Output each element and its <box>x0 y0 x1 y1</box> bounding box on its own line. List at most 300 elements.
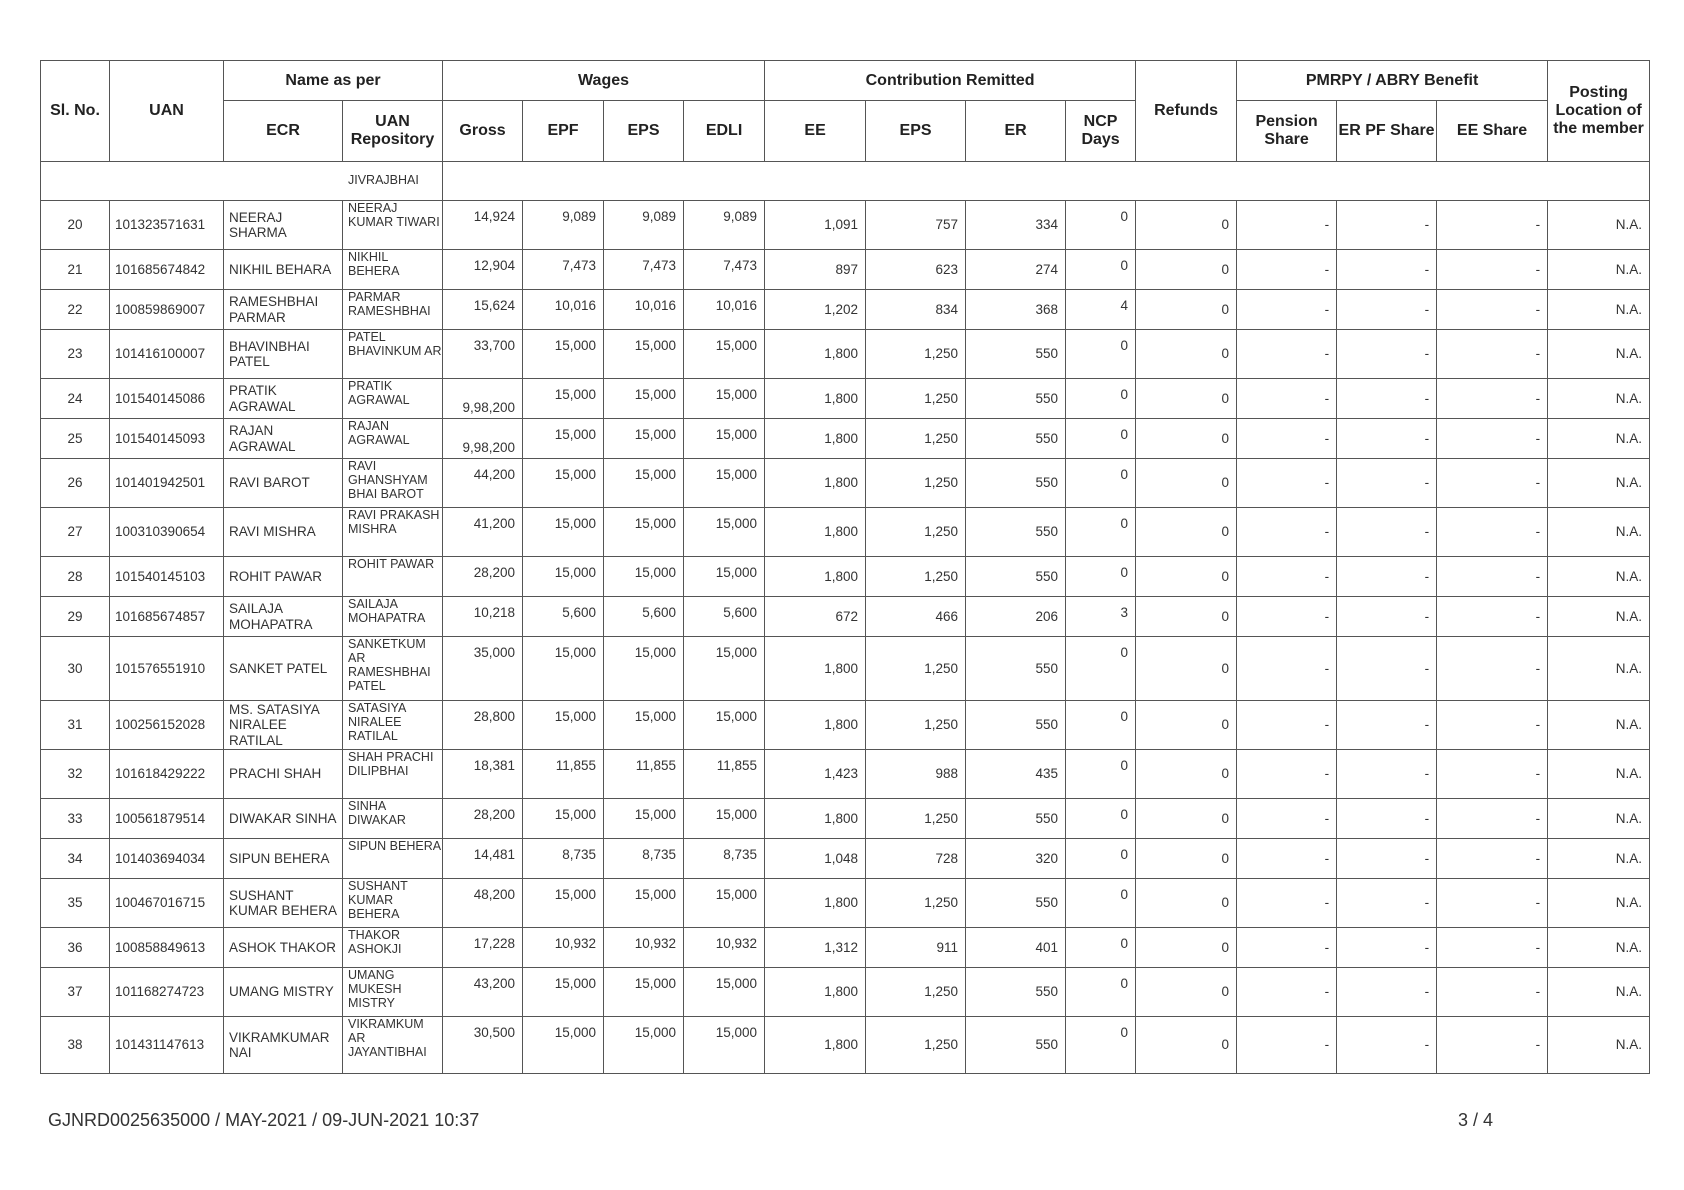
ee-cell: 1,312 <box>765 928 866 968</box>
er-cell: 550 <box>966 557 1066 597</box>
pension-share-cell: - <box>1237 290 1337 330</box>
ee-cell: 1,800 <box>765 419 866 459</box>
ncp-days-cell: 0 <box>1066 459 1136 508</box>
ncp-days-cell: 3 <box>1066 597 1136 637</box>
table-row <box>41 928 1650 968</box>
er-pf-share-cell: - <box>1337 928 1437 968</box>
carryover-row <box>41 162 1650 201</box>
ee-cell: 1,202 <box>765 290 866 330</box>
er-cell: 368 <box>966 290 1066 330</box>
posting-location-cell: N.A. <box>1548 250 1650 290</box>
header-epf: EPF <box>523 101 604 162</box>
ee-share-cell: - <box>1437 557 1548 597</box>
sl-no-cell: 34 <box>41 839 110 879</box>
sl-no-cell: 27 <box>41 508 110 557</box>
refunds-cell: 0 <box>1136 750 1237 799</box>
pension-share-cell: - <box>1237 750 1337 799</box>
eps-wages-cell: 15,000 <box>604 459 684 508</box>
er-pf-share-cell: - <box>1337 750 1437 799</box>
edli-wages-cell: 15,000 <box>684 557 765 597</box>
header-wages: Wages <box>443 61 765 101</box>
eps-contribution-cell: 466 <box>866 597 966 637</box>
ecr-name-cell: ASHOK THAKOR <box>224 928 343 968</box>
er-cell: 550 <box>966 637 1066 701</box>
table-row <box>41 839 1650 879</box>
edli-wages-cell: 15,000 <box>684 637 765 701</box>
epf-wages-cell: 15,000 <box>523 799 604 839</box>
ncp-days-cell: 0 <box>1066 637 1136 701</box>
sl-no-cell: 26 <box>41 459 110 508</box>
pension-share-cell: - <box>1237 968 1337 1017</box>
uan-cell: 100310390654 <box>110 508 224 557</box>
sl-no-cell: 38 <box>41 1017 110 1074</box>
sl-no-cell: 22 <box>41 290 110 330</box>
ee-cell: 1,800 <box>765 557 866 597</box>
ecr-name-cell: UMANG MISTRY <box>224 968 343 1017</box>
ncp-days-cell: 0 <box>1066 928 1136 968</box>
header-ee-share: EE Share <box>1437 101 1548 162</box>
er-cell: 435 <box>966 750 1066 799</box>
sl-no-cell: 28 <box>41 557 110 597</box>
sl-no-cell: 24 <box>41 379 110 419</box>
er-pf-share-cell: - <box>1337 201 1437 250</box>
er-pf-share-cell: - <box>1337 701 1437 750</box>
ecr-name-cell: ROHIT PAWAR <box>224 557 343 597</box>
ee-cell: 672 <box>765 597 866 637</box>
eps-contribution-cell: 1,250 <box>866 508 966 557</box>
uan-repository-name-cell: SIPUN BEHERA <box>343 839 443 879</box>
uan-repository-name-cell: NIKHIL BEHERA <box>343 250 443 290</box>
ee-cell: 1,800 <box>765 701 866 750</box>
refunds-cell: 0 <box>1136 419 1237 459</box>
eps-contribution-cell: 1,250 <box>866 557 966 597</box>
header-pension-share: Pension Share <box>1237 101 1337 162</box>
sl-no-cell: 32 <box>41 750 110 799</box>
posting-location-cell: N.A. <box>1548 290 1650 330</box>
header-refunds: Refunds <box>1136 61 1237 162</box>
eps-contribution-cell: 1,250 <box>866 379 966 419</box>
carryover-name: JIVRAJBHAI <box>343 162 443 201</box>
ecr-name-cell: DIWAKAR SINHA <box>224 799 343 839</box>
ee-cell: 1,800 <box>765 968 866 1017</box>
er-pf-share-cell: - <box>1337 379 1437 419</box>
er-pf-share-cell: - <box>1337 597 1437 637</box>
ee-share-cell: - <box>1437 459 1548 508</box>
ncp-days-cell: 0 <box>1066 330 1136 379</box>
pension-share-cell: - <box>1237 839 1337 879</box>
ncp-days-cell: 0 <box>1066 701 1136 750</box>
table-row <box>41 419 1650 459</box>
ee-share-cell: - <box>1437 799 1548 839</box>
posting-location-cell: N.A. <box>1548 379 1650 419</box>
ee-share-cell: - <box>1437 839 1548 879</box>
er-cell: 550 <box>966 701 1066 750</box>
eps-contribution-cell: 1,250 <box>866 330 966 379</box>
eps-contribution-cell: 1,250 <box>866 1017 966 1074</box>
table-row <box>41 597 1650 637</box>
edli-wages-cell: 15,000 <box>684 701 765 750</box>
ecr-name-cell: NEERAJ SHARMA <box>224 201 343 250</box>
ncp-days-cell: 0 <box>1066 250 1136 290</box>
table-row <box>41 459 1650 508</box>
ee-share-cell: - <box>1437 879 1548 928</box>
er-pf-share-cell: - <box>1337 290 1437 330</box>
epf-wages-cell: 5,600 <box>523 597 604 637</box>
er-pf-share-cell: - <box>1337 968 1437 1017</box>
pension-share-cell: - <box>1237 508 1337 557</box>
ecr-name-cell: NIKHIL BEHARA <box>224 250 343 290</box>
uan-repository-name-cell: VIKRAMKUM AR JAYANTIBHAI <box>343 1017 443 1074</box>
uan-repository-name-cell: THAKOR ASHOKJI <box>343 928 443 968</box>
eps-contribution-cell: 988 <box>866 750 966 799</box>
eps-wages-cell: 11,855 <box>604 750 684 799</box>
ncp-days-cell: 0 <box>1066 379 1136 419</box>
ncp-days-cell: 0 <box>1066 508 1136 557</box>
eps-wages-cell: 15,000 <box>604 637 684 701</box>
er-cell: 206 <box>966 597 1066 637</box>
er-cell: 550 <box>966 968 1066 1017</box>
ncp-days-cell: 0 <box>1066 1017 1136 1074</box>
uan-cell: 101540145103 <box>110 557 224 597</box>
er-pf-share-cell: - <box>1337 419 1437 459</box>
epf-wages-cell: 10,932 <box>523 928 604 968</box>
refunds-cell: 0 <box>1136 799 1237 839</box>
refunds-cell: 0 <box>1136 928 1237 968</box>
table-row <box>41 637 1650 701</box>
header-gross: Gross <box>443 101 523 162</box>
eps-wages-cell: 15,000 <box>604 701 684 750</box>
edli-wages-cell: 8,735 <box>684 839 765 879</box>
header-er: ER <box>966 101 1066 162</box>
ncp-days-cell: 0 <box>1066 419 1136 459</box>
gross-cell: 17,228 <box>443 928 523 968</box>
pension-share-cell: - <box>1237 799 1337 839</box>
table-row <box>41 290 1650 330</box>
ee-share-cell: - <box>1437 508 1548 557</box>
gross-cell: 14,481 <box>443 839 523 879</box>
edli-wages-cell: 9,089 <box>684 201 765 250</box>
er-pf-share-cell: - <box>1337 508 1437 557</box>
er-cell: 550 <box>966 879 1066 928</box>
eps-wages-cell: 10,016 <box>604 290 684 330</box>
uan-cell: 101403694034 <box>110 839 224 879</box>
gross-cell: 9,98,200 <box>443 419 523 459</box>
ee-cell: 1,800 <box>765 330 866 379</box>
refunds-cell: 0 <box>1136 701 1237 750</box>
eps-contribution-cell: 1,250 <box>866 459 966 508</box>
edli-wages-cell: 10,932 <box>684 928 765 968</box>
er-pf-share-cell: - <box>1337 459 1437 508</box>
ncp-days-cell: 0 <box>1066 879 1136 928</box>
refunds-cell: 0 <box>1136 839 1237 879</box>
ee-cell: 1,800 <box>765 508 866 557</box>
er-cell: 274 <box>966 250 1066 290</box>
sl-no-cell: 25 <box>41 419 110 459</box>
ee-cell: 1,800 <box>765 799 866 839</box>
ee-cell: 1,423 <box>765 750 866 799</box>
refunds-cell: 0 <box>1136 1017 1237 1074</box>
eps-contribution-cell: 1,250 <box>866 637 966 701</box>
ecr-name-cell: VIKRAMKUMAR NAI <box>224 1017 343 1074</box>
edli-wages-cell: 15,000 <box>684 1017 765 1074</box>
uan-repository-name-cell: RAJAN AGRAWAL <box>343 419 443 459</box>
epf-wages-cell: 15,000 <box>523 419 604 459</box>
header-eps: EPS <box>604 101 684 162</box>
gross-cell: 33,700 <box>443 330 523 379</box>
gross-cell: 28,200 <box>443 557 523 597</box>
gross-cell: 10,218 <box>443 597 523 637</box>
epf-wages-cell: 15,000 <box>523 379 604 419</box>
ee-share-cell: - <box>1437 968 1548 1017</box>
epf-wages-cell: 9,089 <box>523 201 604 250</box>
posting-location-cell: N.A. <box>1548 201 1650 250</box>
eps-wages-cell: 15,000 <box>604 379 684 419</box>
ee-share-cell: - <box>1437 637 1548 701</box>
header-posting-location: Posting Location of the member <box>1548 61 1650 162</box>
er-pf-share-cell: - <box>1337 1017 1437 1074</box>
ecr-name-cell: BHAVINBHAI PATEL <box>224 330 343 379</box>
ee-share-cell: - <box>1437 250 1548 290</box>
uan-repository-name-cell: PATEL BHAVINKUM AR <box>343 330 443 379</box>
ecr-name-cell: SIPUN BEHERA <box>224 839 343 879</box>
table-row <box>41 701 1650 750</box>
edli-wages-cell: 10,016 <box>684 290 765 330</box>
posting-location-cell: N.A. <box>1548 557 1650 597</box>
ecr-name-cell: SUSHANT KUMAR BEHERA <box>224 879 343 928</box>
pension-share-cell: - <box>1237 637 1337 701</box>
posting-location-cell: N.A. <box>1548 508 1650 557</box>
eps-contribution-cell: 757 <box>866 201 966 250</box>
epf-wages-cell: 15,000 <box>523 1017 604 1074</box>
ecr-statement-table <box>40 60 1650 1074</box>
ee-share-cell: - <box>1437 379 1548 419</box>
header-eps-contribution: EPS <box>866 101 966 162</box>
header-ecr: ECR <box>224 101 343 162</box>
edli-wages-cell: 15,000 <box>684 508 765 557</box>
eps-wages-cell: 15,000 <box>604 508 684 557</box>
gross-cell: 28,800 <box>443 701 523 750</box>
refunds-cell: 0 <box>1136 459 1237 508</box>
ee-cell: 1,800 <box>765 1017 866 1074</box>
uan-repository-name-cell: SINHA DIWAKAR <box>343 799 443 839</box>
eps-wages-cell: 15,000 <box>604 419 684 459</box>
posting-location-cell: N.A. <box>1548 879 1650 928</box>
uan-cell: 101168274723 <box>110 968 224 1017</box>
epf-wages-cell: 15,000 <box>523 557 604 597</box>
er-pf-share-cell: - <box>1337 799 1437 839</box>
gross-cell: 15,624 <box>443 290 523 330</box>
refunds-cell: 0 <box>1136 508 1237 557</box>
sl-no-cell: 20 <box>41 201 110 250</box>
uan-repository-name-cell: ROHIT PAWAR <box>343 557 443 597</box>
gross-cell: 43,200 <box>443 968 523 1017</box>
er-cell: 550 <box>966 419 1066 459</box>
posting-location-cell: N.A. <box>1548 968 1650 1017</box>
refunds-cell: 0 <box>1136 330 1237 379</box>
table-row <box>41 879 1650 928</box>
er-cell: 334 <box>966 201 1066 250</box>
ee-cell: 1,091 <box>765 201 866 250</box>
uan-cell: 101685674857 <box>110 597 224 637</box>
uan-cell: 101540145086 <box>110 379 224 419</box>
epf-wages-cell: 8,735 <box>523 839 604 879</box>
sl-no-cell: 23 <box>41 330 110 379</box>
eps-wages-cell: 8,735 <box>604 839 684 879</box>
er-pf-share-cell: - <box>1337 839 1437 879</box>
ecr-name-cell: RAVI BAROT <box>224 459 343 508</box>
epf-wages-cell: 15,000 <box>523 879 604 928</box>
header-edli: EDLI <box>684 101 765 162</box>
er-cell: 550 <box>966 330 1066 379</box>
epf-wages-cell: 15,000 <box>523 968 604 1017</box>
epf-wages-cell: 15,000 <box>523 508 604 557</box>
er-pf-share-cell: - <box>1337 250 1437 290</box>
ncp-days-cell: 4 <box>1066 290 1136 330</box>
edli-wages-cell: 15,000 <box>684 879 765 928</box>
uan-cell: 101540145093 <box>110 419 224 459</box>
ecr-name-cell: MS. SATASIYA NIRALEE RATILAL <box>224 701 343 750</box>
refunds-cell: 0 <box>1136 290 1237 330</box>
ecr-name-cell: SANKET PATEL <box>224 637 343 701</box>
sl-no-cell: 30 <box>41 637 110 701</box>
edli-wages-cell: 7,473 <box>684 250 765 290</box>
header-contribution-remitted: Contribution Remitted <box>765 61 1136 101</box>
sl-no-cell: 35 <box>41 879 110 928</box>
epf-wages-cell: 15,000 <box>523 459 604 508</box>
posting-location-cell: N.A. <box>1548 928 1650 968</box>
ecr-name-cell: RAVI MISHRA <box>224 508 343 557</box>
pension-share-cell: - <box>1237 557 1337 597</box>
er-pf-share-cell: - <box>1337 557 1437 597</box>
header-ncp-days: NCP Days <box>1066 101 1136 162</box>
gross-cell: 28,200 <box>443 799 523 839</box>
gross-cell: 41,200 <box>443 508 523 557</box>
uan-cell: 101618429222 <box>110 750 224 799</box>
gross-cell: 35,000 <box>443 637 523 701</box>
uan-cell: 101685674842 <box>110 250 224 290</box>
ncp-days-cell: 0 <box>1066 557 1136 597</box>
sl-no-cell: 37 <box>41 968 110 1017</box>
ecr-name-cell: PRACHI SHAH <box>224 750 343 799</box>
posting-location-cell: N.A. <box>1548 701 1650 750</box>
table-row <box>41 250 1650 290</box>
edli-wages-cell: 15,000 <box>684 379 765 419</box>
posting-location-cell: N.A. <box>1548 330 1650 379</box>
er-pf-share-cell: - <box>1337 637 1437 701</box>
ee-share-cell: - <box>1437 330 1548 379</box>
pension-share-cell: - <box>1237 250 1337 290</box>
er-cell: 550 <box>966 508 1066 557</box>
header-uan: UAN <box>110 61 224 162</box>
posting-location-cell: N.A. <box>1548 459 1650 508</box>
eps-wages-cell: 15,000 <box>604 879 684 928</box>
edli-wages-cell: 11,855 <box>684 750 765 799</box>
er-pf-share-cell: - <box>1337 879 1437 928</box>
eps-wages-cell: 5,600 <box>604 597 684 637</box>
ee-share-cell: - <box>1437 290 1548 330</box>
ee-cell: 1,800 <box>765 379 866 419</box>
gross-cell: 14,924 <box>443 201 523 250</box>
uan-repository-name-cell: SHAH PRACHI DILIPBHAI <box>343 750 443 799</box>
eps-wages-cell: 15,000 <box>604 1017 684 1074</box>
posting-location-cell: N.A. <box>1548 1017 1650 1074</box>
er-cell: 550 <box>966 379 1066 419</box>
gross-cell: 9,98,200 <box>443 379 523 419</box>
gross-cell: 48,200 <box>443 879 523 928</box>
uan-repository-name-cell: RAVI GHANSHYAM BHAI BAROT <box>343 459 443 508</box>
pension-share-cell: - <box>1237 379 1337 419</box>
epf-wages-cell: 15,000 <box>523 637 604 701</box>
ee-share-cell: - <box>1437 201 1548 250</box>
epf-wages-cell: 15,000 <box>523 330 604 379</box>
refunds-cell: 0 <box>1136 637 1237 701</box>
ee-cell: 1,800 <box>765 879 866 928</box>
table-row <box>41 379 1650 419</box>
table-row <box>41 557 1650 597</box>
uan-repository-name-cell: NEERAJ KUMAR TIWARI <box>343 201 443 250</box>
eps-wages-cell: 10,932 <box>604 928 684 968</box>
edli-wages-cell: 15,000 <box>684 419 765 459</box>
eps-wages-cell: 9,089 <box>604 201 684 250</box>
ecr-name-cell: SAILAJA MOHAPATRA <box>224 597 343 637</box>
edli-wages-cell: 15,000 <box>684 968 765 1017</box>
table-row <box>41 508 1650 557</box>
uan-cell: 100858849613 <box>110 928 224 968</box>
pension-share-cell: - <box>1237 330 1337 379</box>
eps-contribution-cell: 1,250 <box>866 419 966 459</box>
eps-contribution-cell: 1,250 <box>866 701 966 750</box>
ee-share-cell: - <box>1437 750 1548 799</box>
ee-cell: 1,800 <box>765 459 866 508</box>
sl-no-cell: 36 <box>41 928 110 968</box>
pension-share-cell: - <box>1237 459 1337 508</box>
gross-cell: 18,381 <box>443 750 523 799</box>
table-row <box>41 1017 1650 1074</box>
header-ee: EE <box>765 101 866 162</box>
posting-location-cell: N.A. <box>1548 637 1650 701</box>
edli-wages-cell: 15,000 <box>684 459 765 508</box>
ncp-days-cell: 0 <box>1066 201 1136 250</box>
uan-repository-name-cell: UMANG MUKESH MISTRY <box>343 968 443 1017</box>
uan-cell: 100467016715 <box>110 879 224 928</box>
eps-wages-cell: 15,000 <box>604 557 684 597</box>
header-uan-repository: UAN Repository <box>343 101 443 162</box>
sl-no-cell: 21 <box>41 250 110 290</box>
table-row <box>41 799 1650 839</box>
table-row <box>41 968 1650 1017</box>
posting-location-cell: N.A. <box>1548 419 1650 459</box>
uan-repository-name-cell: SATASIYA NIRALEE RATILAL <box>343 701 443 750</box>
header-name-as-per: Name as per <box>224 61 443 101</box>
ncp-days-cell: 0 <box>1066 968 1136 1017</box>
er-cell: 550 <box>966 1017 1066 1074</box>
ncp-days-cell: 0 <box>1066 839 1136 879</box>
header-sl-no: Sl. No. <box>41 61 110 162</box>
gross-cell: 30,500 <box>443 1017 523 1074</box>
epf-wages-cell: 11,855 <box>523 750 604 799</box>
pension-share-cell: - <box>1237 597 1337 637</box>
uan-cell: 100859869007 <box>110 290 224 330</box>
epf-wages-cell: 15,000 <box>523 701 604 750</box>
eps-wages-cell: 7,473 <box>604 250 684 290</box>
uan-cell: 101401942501 <box>110 459 224 508</box>
uan-repository-name-cell: SANKETKUM AR RAMESHBHAI PATEL <box>343 637 443 701</box>
uan-cell: 100561879514 <box>110 799 224 839</box>
sl-no-cell: 29 <box>41 597 110 637</box>
eps-contribution-cell: 1,250 <box>866 968 966 1017</box>
eps-wages-cell: 15,000 <box>604 330 684 379</box>
posting-location-cell: N.A. <box>1548 799 1650 839</box>
